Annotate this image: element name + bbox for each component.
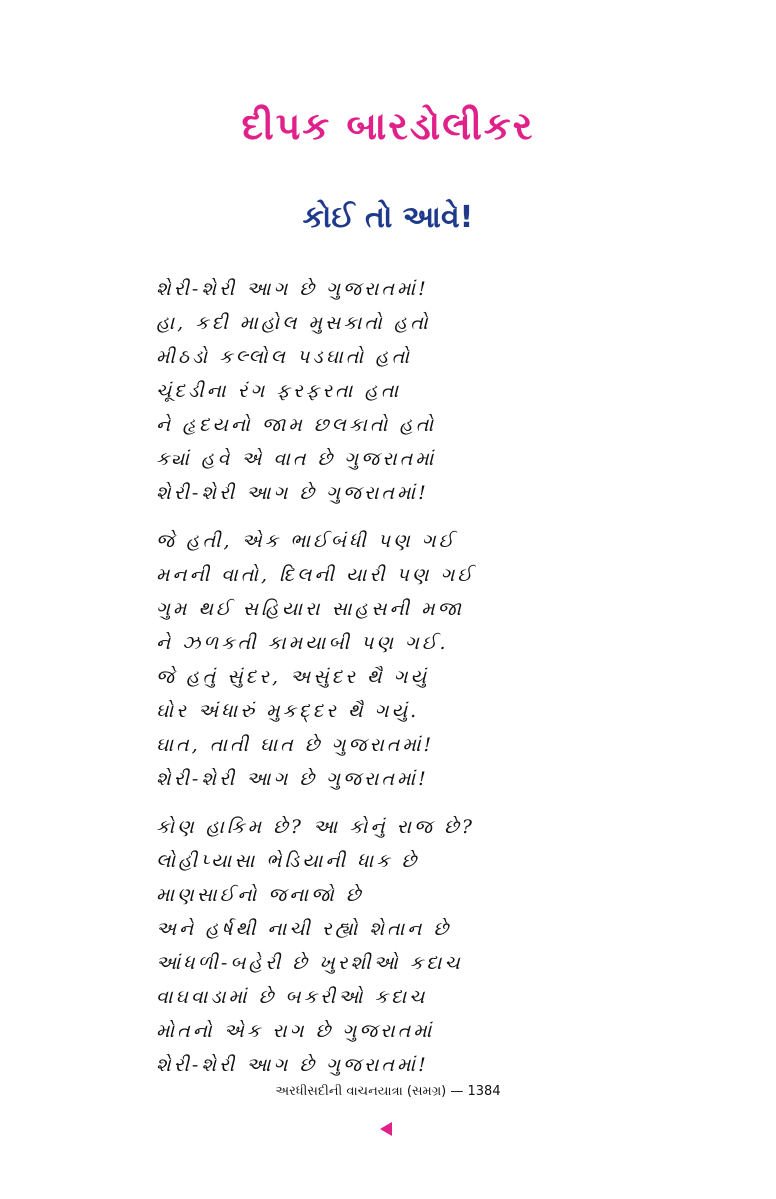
stanza-3	[156, 810, 616, 1082]
poem-line: લોહીપ્યાસા ભેડિયાની ધાક છે	[156, 850, 420, 872]
poem-line: માણસાઈનો જનાજો છે	[156, 884, 364, 906]
poem-line: જે હતી, એક ભાઈબંધી પણ ગઈ	[156, 530, 457, 552]
previous-page-arrow-icon[interactable]	[380, 1122, 392, 1136]
page-footer: અરધીસદીની વાચનયાત્રા (સમગ્ર) — 1384	[275, 1084, 501, 1099]
poem-line: અને હર્ષથી નાચી રહ્યો શેતાન છે	[156, 918, 452, 940]
poem-line: ગુમ થઈ સહિયારા સાહસની મજા	[156, 598, 465, 620]
poem-line: મનની વાતો, દિલની યારી પણ ગઈ	[156, 564, 476, 586]
poem-line: ને ઝળકતી કામયાબી પણ ગઈ.	[156, 632, 449, 654]
author-name: દીપક બારડોલીકર	[241, 104, 535, 148]
poem-line: ને હૃદયનો જામ છલકાતો હતો	[156, 414, 437, 436]
poem-line: આંધળી-બહેરી છે ખુરશીઓ કદાચ	[156, 952, 463, 974]
poem-body	[156, 272, 616, 1096]
poem-line: ઘાત, તાતી ઘાત છે ગુજરાતમાં!	[156, 734, 435, 756]
poem-line: જે હતું સુંદર, અસુંદર થૈ ગયું	[156, 666, 430, 688]
poem-line: ઘોર અંધારું મુકદ્દર થૈ ગયું.	[156, 700, 420, 722]
poem-line: શેરી-શેરી આગ છે ગુજરાતમાં!	[156, 768, 429, 790]
poem-line: ચૂંદડીના રંગ ફરફરતા હતા	[156, 380, 402, 402]
poem-line: હા, કદી માહોલ મુસકાતો હતો	[156, 312, 431, 334]
poem-line: ક્યાં હવે એ વાત છે ગુજરાતમાં	[156, 448, 437, 470]
stanza-1	[156, 272, 616, 510]
poem-line: કોણ હાકિમ છે? આ કોનું રાજ છે?	[156, 816, 475, 838]
poem-title: કોઈ તો આવે!	[302, 200, 474, 235]
poem-line: મોતનો એક રાગ છે ગુજરાતમાં	[156, 1020, 435, 1042]
poem-line: શેરી-શેરી આગ છે ગુજરાતમાં!	[156, 482, 429, 504]
poem-line: શેરી-શેરી આગ છે ગુજરાતમાં!	[156, 1054, 429, 1076]
poem-line: શેરી-શેરી આગ છે ગુજરાતમાં!	[156, 278, 429, 300]
poem-line: વાઘવાડામાં છે બકરીઓ કદાચ	[156, 986, 428, 1008]
stanza-2	[156, 524, 616, 796]
poem-line: મીઠડો કલ્લોલ પડઘાતો હતો	[156, 346, 413, 368]
